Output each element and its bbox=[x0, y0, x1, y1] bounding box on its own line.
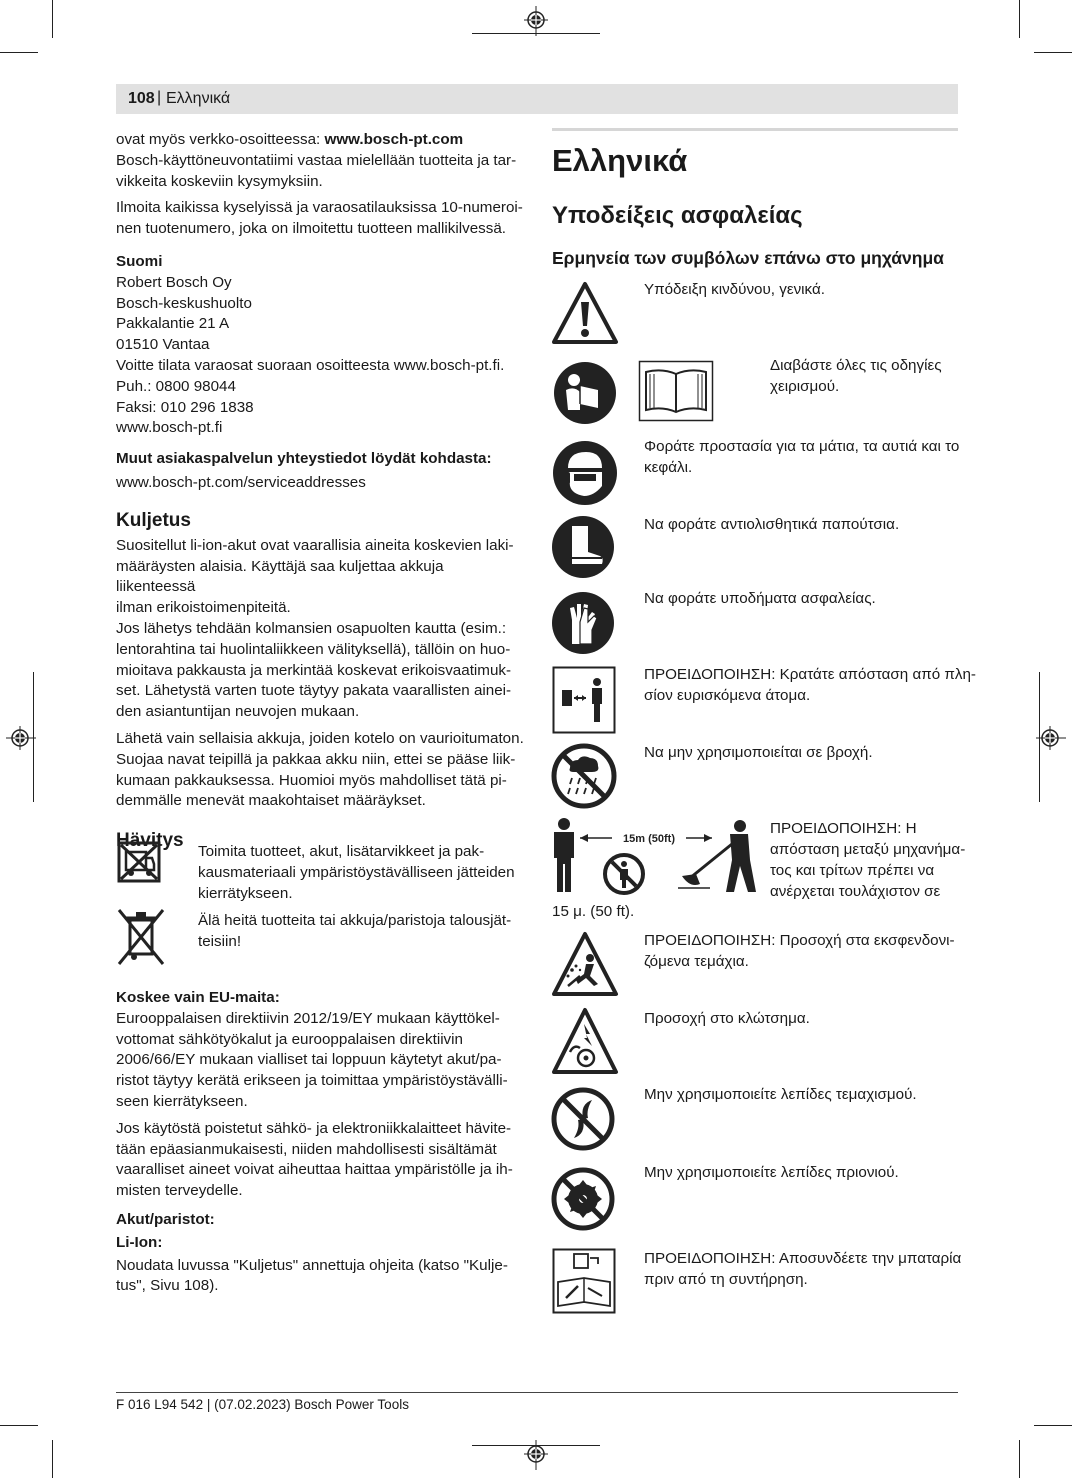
more-contacts-heading: Muut asiakaspalvelun yhteystiedot löydät kohdasta: bbox=[116, 450, 492, 468]
text-line: χειρισμού. bbox=[770, 378, 840, 395]
symbol-text bbox=[770, 818, 965, 902]
kuljetus-paragraph-1 bbox=[116, 536, 526, 619]
no-saw-blade-icon bbox=[550, 1166, 616, 1232]
eu-paragraph-1 bbox=[116, 1009, 526, 1113]
intro-text: ovat myös verkko-osoitteessa: bbox=[116, 131, 325, 148]
text-line: Noudata luvussa "Kuljetus" annettuja ohjeita (katso "Kulje- bbox=[116, 1256, 508, 1274]
text-line: Να φοράτε υποδήματα ασφαλείας. bbox=[644, 590, 876, 607]
page-footer: F 016 L94 542 | (07.02.2023) Bosch Power Tools bbox=[116, 1397, 409, 1412]
sub-title: Ερμηνεία των συμβόλων επάνω στο μηχάνημα bbox=[552, 248, 944, 268]
text-line: πριν από τη συντήρηση. bbox=[644, 1271, 808, 1288]
no-rain-icon bbox=[550, 742, 618, 810]
text-line: Προσοχή στο κλώτσημα. bbox=[644, 1010, 810, 1027]
text-line: ΠΡΟΕΙΔΟΠΟΙΗΣΗ: Η bbox=[770, 820, 917, 837]
text-line: nen tuotenumero, joka on ilmoitettu tuotteen mallikilvessä. bbox=[116, 220, 507, 238]
service-addresses-link[interactable]: www.bosch-pt.com/serviceaddresses bbox=[116, 473, 366, 491]
intro-paragraph bbox=[116, 130, 526, 192]
akut-heading: Akut/paristot: bbox=[116, 1210, 215, 1228]
crop-mark bbox=[1019, 0, 1020, 38]
symbol-text bbox=[644, 436, 959, 478]
text-line: Να μην χρησιμοποιείται σε βροχή. bbox=[644, 744, 873, 761]
text-line: set. Lähetystä varten tuote täytyy pakata vaarallisten ainei- bbox=[116, 682, 512, 700]
left-column bbox=[116, 130, 526, 854]
text-line: teisiin! bbox=[198, 932, 242, 950]
text-line: kausmateriaali ympäristöystävälliseen jätteiden bbox=[198, 863, 515, 881]
symbol-text bbox=[644, 664, 976, 706]
header-language: Ελληνικά bbox=[166, 90, 231, 107]
symbol-text bbox=[644, 1084, 917, 1105]
registration-mark-icon bbox=[6, 724, 36, 752]
liion-heading: Li-Ion: bbox=[116, 1233, 163, 1251]
text-line: ristot täytyy kerätä erikseen ja toimittaa ympäristöystävälli- bbox=[116, 1072, 508, 1090]
text-line: kumaan pakkauksessa. Huomioi myös mahdolliset tätä pi- bbox=[116, 771, 507, 789]
intro-paragraph-2 bbox=[116, 198, 526, 240]
symbol-text bbox=[644, 588, 876, 609]
address-block bbox=[116, 273, 526, 439]
distance-person-icon bbox=[552, 666, 616, 734]
symbol-text bbox=[644, 1248, 961, 1290]
text-line: Jos käytöstä poistetut sähkö- ja elektroniikkalaitteet hävite- bbox=[116, 1119, 512, 1137]
text-line: κεφάλι. bbox=[644, 459, 693, 476]
crop-mark bbox=[1034, 1425, 1072, 1426]
crop-mark bbox=[0, 52, 38, 53]
text-line: seen kierrätykseen. bbox=[116, 1092, 248, 1110]
text-line: misten terveydelle. bbox=[116, 1182, 243, 1200]
page-number: 108 bbox=[128, 90, 155, 107]
text-line: απόσταση μεταξύ μηχανήμα- bbox=[770, 841, 966, 858]
boots-icon bbox=[550, 514, 616, 580]
intro-text: Bosch-käyttöneuvontatiimi vastaa mielellään tuotteita ja tar- bbox=[116, 151, 517, 169]
distance-15m-icon bbox=[550, 816, 760, 898]
eu-paragraph-2 bbox=[116, 1119, 526, 1202]
text-line: Suojaa navat teipillä ja pakkaa akku niin, ettei se pääse liik- bbox=[116, 750, 516, 768]
text-line: Ilmoita kaikissa kyselyissä ja varaosatilauksissa 10-numeroi- bbox=[116, 199, 523, 217]
text-line: tus", Sivu 108). bbox=[116, 1277, 219, 1295]
intro-text: vikkeita koskeviin kysymyksiin. bbox=[116, 172, 323, 190]
text-line: Toimita tuotteet, akut, lisätarvikkeet ja pak- bbox=[198, 843, 485, 860]
symbol-text bbox=[644, 1162, 899, 1183]
symbol-text bbox=[644, 279, 825, 300]
text-line: Υπόδειξη κινδύνου, γενικά. bbox=[644, 281, 825, 298]
symbol-text-continuation: 15 μ. (50 ft). bbox=[552, 903, 635, 920]
registration-mark-icon bbox=[522, 6, 550, 36]
symbol-text bbox=[644, 1008, 810, 1029]
suomi-heading: Suomi bbox=[116, 252, 163, 270]
symbol-text bbox=[644, 930, 955, 972]
address-line: Bosch-keskushuolto bbox=[116, 294, 252, 312]
disconnect-battery-icon bbox=[552, 1248, 616, 1314]
text-line: Jos lähetys tehdään kolmansien osapuolten kautta (esim.: bbox=[116, 619, 507, 637]
gloves-icon bbox=[550, 590, 616, 656]
text-line: mioitava pakkausta ja merkintää koskevat erikoisvaatimuk- bbox=[116, 661, 512, 679]
section-title: Υποδείξεις ασφαλείας bbox=[552, 202, 803, 229]
eu-heading: Koskee vain EU-maita: bbox=[116, 989, 280, 1006]
recycle-packaging-icon bbox=[116, 840, 162, 884]
distance-label: 15m (50ft) bbox=[623, 833, 675, 845]
warning-triangle-icon bbox=[550, 280, 620, 346]
text-line: Διαβάστε όλες τις οδηγίες bbox=[770, 357, 942, 374]
head-protection-icon bbox=[550, 438, 620, 508]
flying-objects-icon bbox=[550, 930, 620, 1000]
symbol-text bbox=[644, 514, 899, 535]
text-line: lentorahtina tai huolintaliikkeen välityksellä), tällöin on huo- bbox=[116, 640, 511, 658]
text-line: demmälle menevät maakohtaiset määräykset. bbox=[116, 792, 426, 810]
liion-paragraph bbox=[116, 1256, 526, 1298]
open-book-icon bbox=[638, 360, 714, 422]
text-line: Φοράτε προστασία για τα μάτια, τα αυτιά και το bbox=[644, 438, 960, 455]
address-line: Faksi: 010 296 1838 bbox=[116, 398, 254, 416]
address-line: Puh.: 0800 98044 bbox=[116, 377, 236, 395]
page-title: Ελληνικά bbox=[552, 143, 688, 178]
havitys-heading: Hävitys bbox=[116, 830, 184, 852]
text-line: Suositellut li-ion-akut ovat vaarallisia aineita koskevien laki- bbox=[116, 536, 514, 554]
no-chopping-blade-icon bbox=[550, 1086, 616, 1152]
crop-mark bbox=[1034, 52, 1072, 53]
kuljetus-paragraph-3 bbox=[116, 729, 526, 812]
text-line: ζόμενα τεμάχια. bbox=[644, 953, 749, 970]
crop-mark bbox=[52, 0, 53, 38]
symbol-text bbox=[770, 355, 942, 397]
address-line[interactable]: www.bosch-pt.fi bbox=[116, 419, 223, 437]
page-header bbox=[116, 84, 958, 114]
text-line: ανέρχεται τουλάχιστον σε bbox=[770, 883, 941, 900]
kuljetus-paragraph-2 bbox=[116, 619, 526, 723]
eu-section bbox=[116, 988, 526, 1297]
text-line: Lähetä vain sellaisia akkuja, joiden kotelo on vaurioitumaton. bbox=[116, 729, 524, 747]
text-line: määräysten alaisia. Käyttäjä saa kuljettaa akkuja liikenteessä bbox=[116, 557, 444, 596]
crop-mark bbox=[52, 1440, 53, 1478]
text-line: Älä heitä tuotteita tai akkuja/paristoja talousjät- bbox=[198, 912, 512, 929]
text-line: ΠΡΟΕΙΔΟΠΟΙΗΣΗ: Αποσυνδέετε την μπαταρία bbox=[644, 1250, 962, 1267]
text-line: vottomat sähkötyökalut ja eurooppalaisen direktiivin bbox=[116, 1030, 463, 1048]
read-manual-icon bbox=[550, 360, 624, 426]
text-line: 2006/66/EY mukaan vialliset tai loppuun käytetyt akut/pa- bbox=[116, 1051, 502, 1069]
registration-mark-icon bbox=[522, 1440, 550, 1470]
text-line: τος και τρίτων πρέπει να bbox=[770, 862, 935, 879]
text-line: kierrätykseen. bbox=[198, 884, 293, 902]
text-line: Να φοράτε αντιολισθητικά παπούτσια. bbox=[644, 516, 900, 533]
text-line: Μην χρησιμοποιείτε λεπίδες τεμαχισμού. bbox=[644, 1086, 917, 1103]
text-line: den asiantuntijan neuvojen mukaan. bbox=[116, 703, 360, 721]
crossed-bin-icon bbox=[116, 906, 166, 970]
text-line: Μην χρησιμοποιείτε λεπίδες πριονιού. bbox=[644, 1164, 899, 1181]
text-line: tään epäasianmukaisesti, niiden mahdollisesti sisältämät bbox=[116, 1140, 497, 1158]
kuljetus-heading: Kuljetus bbox=[116, 509, 191, 531]
kickback-icon bbox=[550, 1006, 620, 1076]
text-line: Eurooppalaisen direktiivin 2012/19/EY mukaan käyttökel- bbox=[116, 1009, 500, 1027]
footer-rule bbox=[116, 1392, 958, 1393]
text-line: ΠΡΟΕΙΔΟΠΟΙΗΣΗ: Προσοχή στα εκσφενδονι- bbox=[644, 932, 955, 949]
crop-mark bbox=[0, 1425, 38, 1426]
text-line: σίον ευρισκόμενα άτομα. bbox=[644, 687, 811, 704]
address-line: Voitte tilata varaosat suoraan osoitteesta www.bosch-pt.fi. bbox=[116, 356, 505, 374]
address-line: Robert Bosch Oy bbox=[116, 273, 232, 291]
title-rule bbox=[552, 128, 958, 131]
text-line: vaaralliset aineet voivat aiheuttaa haittaa ympäristölle ja ih- bbox=[116, 1161, 513, 1179]
header-separator: | bbox=[157, 89, 162, 106]
havitys-text-2 bbox=[198, 911, 528, 953]
text-line: ilman erikoistoimenpiteitä. bbox=[116, 599, 291, 617]
address-line: Pakkalantie 21 A bbox=[116, 315, 230, 333]
address-line: 01510 Vantaa bbox=[116, 336, 210, 354]
crop-mark bbox=[1019, 1440, 1020, 1478]
bosch-link[interactable]: www.bosch-pt.com bbox=[324, 131, 464, 148]
registration-mark-icon bbox=[1036, 724, 1066, 752]
text-line: ΠΡΟΕΙΔΟΠΟΙΗΣΗ: Κρατάτε απόσταση από πλη- bbox=[644, 666, 976, 683]
symbol-text bbox=[644, 742, 873, 763]
havitys-text-1 bbox=[198, 842, 528, 904]
